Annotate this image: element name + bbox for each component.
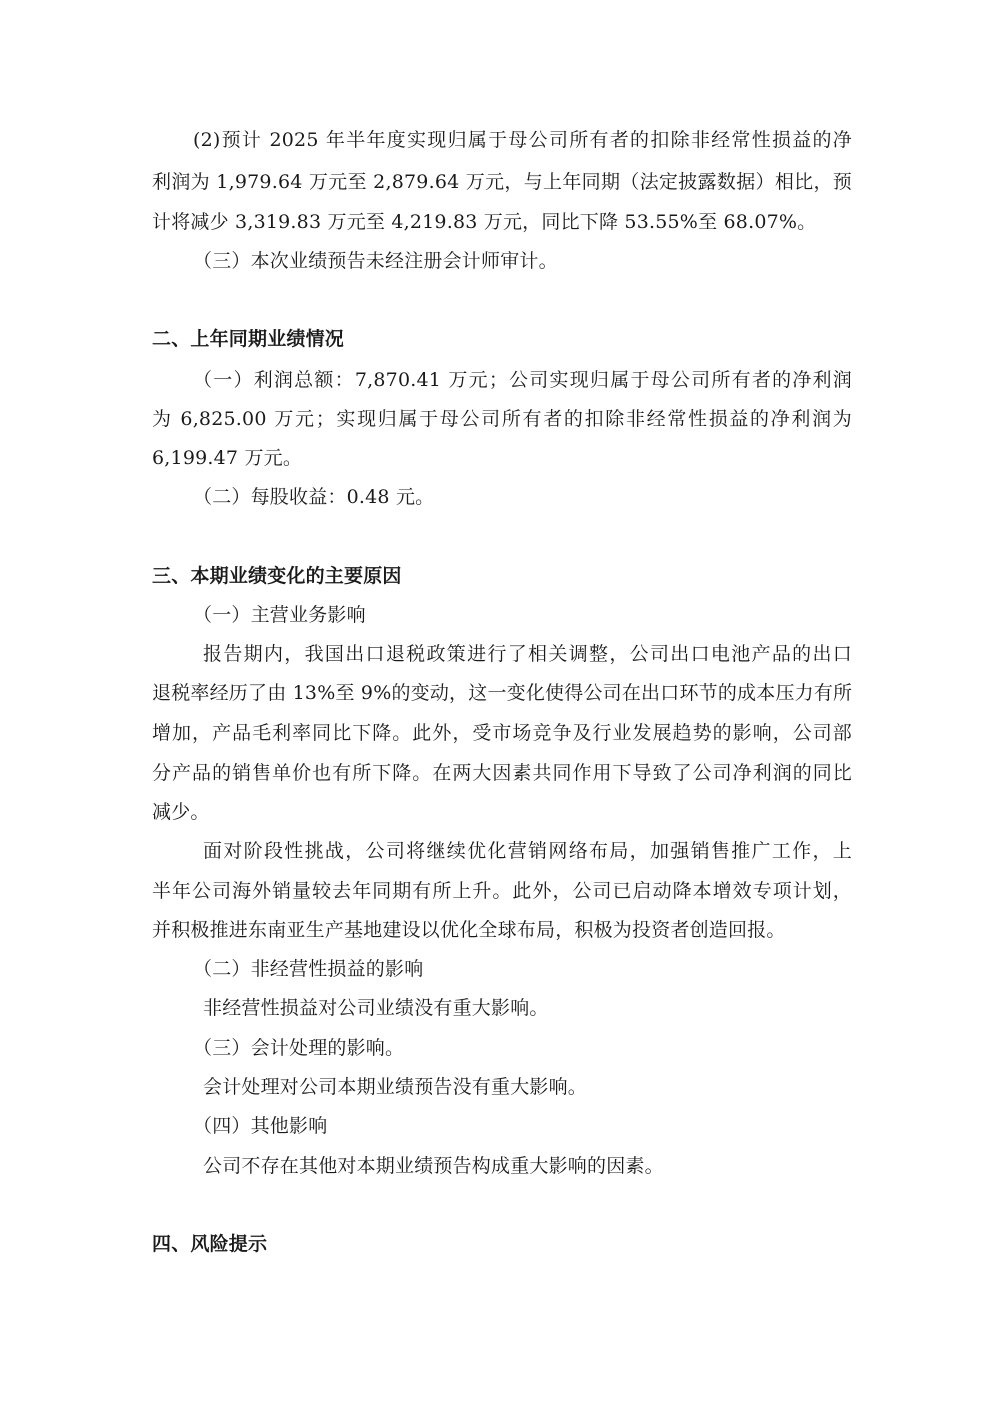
paragraph-line: 为 6,825.00 万元；实现归属于母公司所有者的扣除非经常性损益的净利润为	[152, 408, 852, 430]
section-heading: 四、风险提示	[152, 1233, 268, 1255]
paragraph-line: （二）每股收益：0.48 元。	[193, 486, 435, 508]
subsection-heading: （四）其他影响	[193, 1115, 328, 1137]
paragraph-line: 增加，产品毛利率同比下降。此外，受市场竞争及行业发展趋势的影响，公司部	[152, 722, 852, 744]
paragraph-line: 退税率经历了由 13%至 9%的变动，这一变化使得公司在出口环节的成本压力有所	[152, 682, 853, 704]
paragraph-line: 公司不存在其他对本期业绩预告构成重大影响的因素。	[203, 1155, 664, 1177]
paragraph-line: 并积极推进东南亚生产基地建设以优化全球布局，积极为投资者创造回报。	[152, 919, 786, 941]
section-heading: 二、上年同期业绩情况	[152, 328, 345, 350]
paragraph-line: 减少。	[152, 801, 210, 823]
paragraph-line: 利润为 1,979.64 万元至 2,879.64 万元，与上年同期（法定披露数据）相比，预	[152, 171, 852, 193]
paragraph-line: 半年公司海外销量较去年同期有所上升。此外，公司已启动降本增效专项计划，	[152, 880, 852, 902]
subsection-heading: （一）主营业务影响	[193, 604, 366, 626]
paragraph-line: 会计处理对公司本期业绩预告没有重大影响。	[203, 1076, 588, 1098]
paragraph-line: （一）利润总额：7,870.41 万元；公司实现归属于母公司所有者的净利润	[193, 369, 852, 391]
paragraph-line: 6,199.47 万元。	[152, 447, 303, 469]
paragraph-line: 报告期内，我国出口退税政策进行了相关调整，公司出口电池产品的出口	[203, 643, 852, 665]
paragraph-line: 非经营性损益对公司业绩没有重大影响。	[203, 997, 549, 1019]
paragraph-line: （三）本次业绩预告未经注册会计师审计。	[193, 250, 558, 272]
section-heading: 三、本期业绩变化的主要原因	[152, 565, 402, 587]
subsection-heading: （三）会计处理的影响。	[193, 1037, 405, 1059]
paragraph-line: 计将减少 3,319.83 万元至 4,219.83 万元，同比下降 53.55%至 68.07%。	[152, 211, 817, 233]
paragraph-line: (2)预计 2025 年半年度实现归属于母公司所有者的扣除非经常性损益的净	[193, 129, 852, 151]
paragraph-line: 分产品的销售单价也有所下降。在两大因素共同作用下导致了公司净利润的同比	[152, 762, 852, 784]
paragraph-line: 面对阶段性挑战，公司将继续优化营销网络布局，加强销售推广工作，上	[203, 840, 852, 862]
subsection-heading: （二）非经营性损益的影响	[193, 958, 424, 980]
